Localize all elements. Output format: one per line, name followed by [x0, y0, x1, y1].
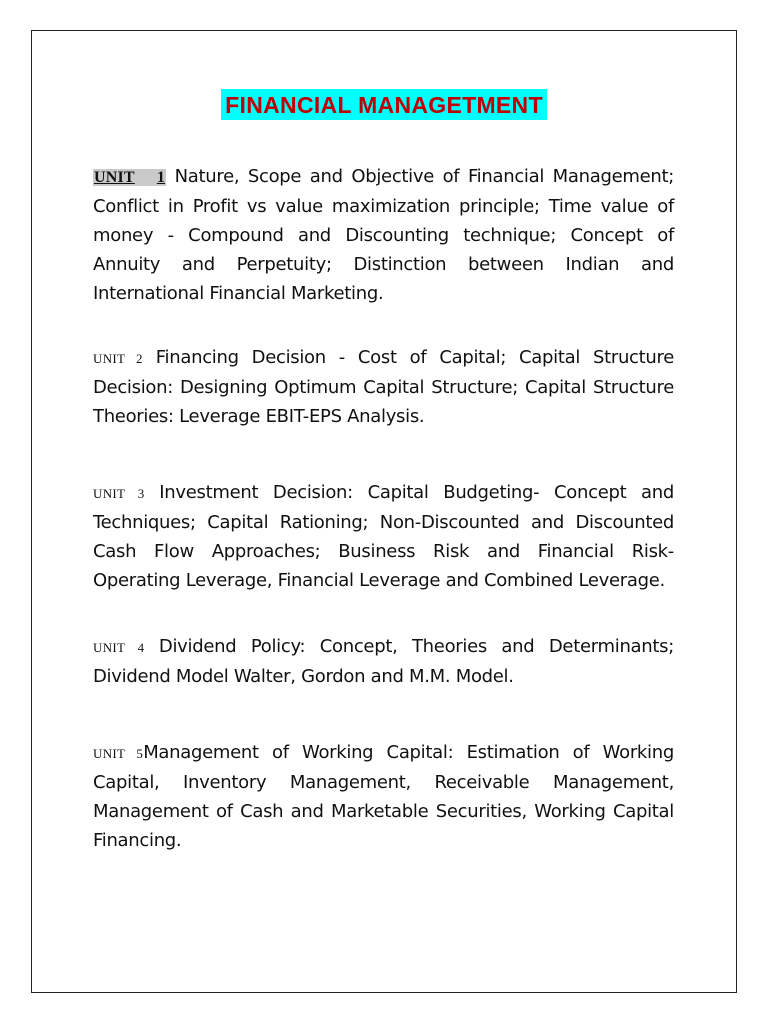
- unit-5-text: Management of Working Capital: Estimation of Working Capital, Inventory Management, Receivable Management, Management of Cash and Marketable Securities, Working Capital Financing.: [93, 742, 674, 851]
- unit-3-text: Investment Decision: Capital Budgeting- Concept and Techniques; Capital Rationing; Non-Discounted and Discounted Cash Flow Approaches; Business Risk and Financial Risk- Operating Leverage, Financial Leverage and Combined Leverage.: [93, 482, 674, 591]
- unit-1-text: Nature, Scope and Objective of Financial Management; Conflict in Profit vs value maximization principle; Time value of money - Compound and Discounting technique; Concept of Annuity and Perpetuity; Distinction between Indian and International Financial Marketing.: [93, 166, 674, 304]
- unit-2-text: Financing Decision - Cost of Capital; Capital Structure Decision: Designing Optimum Capital Structure; Capital Structure Theories: Leverage EBIT-EPS Analysis.: [93, 347, 674, 427]
- unit-1-label-number: 1: [156, 169, 166, 186]
- unit-4-label: UNIT 4: [93, 640, 145, 655]
- unit-3-paragraph: [93, 478, 674, 595]
- unit-3-label: UNIT 3: [93, 486, 145, 501]
- unit-1-label-prefix: UNIT: [94, 169, 135, 186]
- document-title: FINANCIAL MANAGETMENT: [221, 89, 547, 120]
- unit-5-label: UNIT 5: [93, 746, 144, 761]
- unit-2-paragraph: [93, 343, 674, 431]
- unit-1-paragraph: [93, 162, 674, 308]
- unit-2-label: UNIT 2: [93, 351, 143, 366]
- title-container: [0, 89, 768, 120]
- unit-4-text: Dividend Policy: Concept, Theories and Determinants; Dividend Model Walter, Gordon and M.M. Model.: [93, 636, 674, 687]
- unit-4-paragraph: [93, 632, 674, 691]
- unit-1-label: [93, 169, 166, 186]
- unit-5-paragraph: [93, 738, 674, 855]
